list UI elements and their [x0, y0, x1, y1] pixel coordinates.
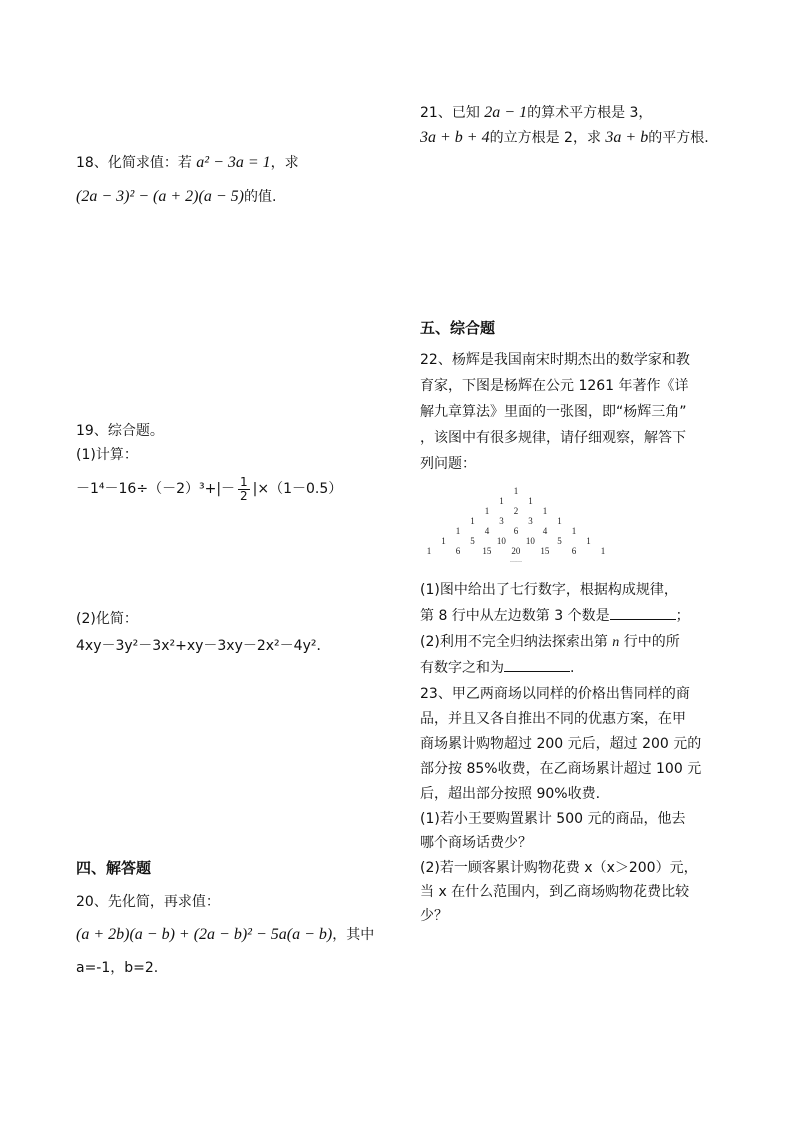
triangle-number: 3: [528, 516, 533, 526]
yang-hui-triangle-figure: [426, 486, 612, 566]
q18-line2: (2a − 3)² − (a + 2)(a − 5)的值.: [76, 188, 277, 205]
q22-part2-line2: 有数字之和为 .: [420, 655, 574, 681]
triangle-number: 3: [499, 516, 504, 526]
q23-line-2: 商场累计购物超过 200 元后，超过 200 元的: [420, 736, 702, 752]
q19-part1-label: (1)计算：: [76, 447, 138, 463]
q19-part1-expression: －1⁴－16÷（－2）³+|－ $\frac{1}{2}$ |×（1－0.5）: [76, 474, 343, 503]
triangle-number: 15: [482, 546, 492, 556]
q23-line-3: 部分按 85%收费，在乙商场累计超过 100 元: [420, 761, 702, 777]
q23-line-0: 23、甲乙两商场以同样的价格出售同样的商: [420, 686, 690, 702]
q23-line-7: (2)若一顾客累计购物花费 x（x＞200）元，: [420, 860, 698, 876]
triangle-number: 1: [426, 546, 432, 556]
q19-part2-label: (2)化简：: [76, 611, 138, 627]
q22-part2-line1: (2)利用不完全归纳法探索出第 n 行中的所: [420, 634, 680, 650]
q22-part1-line1: (1)图中给出了七行数字，根据构成规律，: [420, 582, 678, 598]
triangle-number: 20: [511, 546, 521, 556]
triangle-number: 1: [528, 496, 533, 506]
triangle-number: 6: [455, 546, 461, 556]
variable-n: n: [612, 635, 620, 650]
triangle-number: 1: [571, 526, 577, 536]
triangle-number: 1: [484, 506, 490, 516]
triangle-number: 4: [542, 526, 548, 536]
q22-line-4: 列问题：: [420, 456, 476, 472]
triangle-number: 6: [571, 546, 577, 556]
q22-line-3: ，该图中有很多规律，请仔细观察，解答下: [420, 430, 686, 446]
triangle-number: 5: [470, 536, 475, 546]
triangle-number: 1: [470, 516, 475, 526]
q23-line-4: 后，超出部分按照 90%收费.: [420, 786, 601, 802]
q22-line-2: 解九章算法》里面的一张图，即“杨辉三角”: [420, 404, 687, 420]
triangle-number: 10: [525, 536, 535, 546]
q23-line-8: 当 x 在什么范围内，到乙商场购物花费比较: [420, 884, 690, 900]
q23-line-6: 哪个商场话费少？: [420, 835, 532, 851]
triangle-number: 2: [513, 506, 519, 516]
q23-line-9: 少？: [420, 908, 448, 924]
q22-line-1: 育家，下图是杨辉在公元 1261 年著作《详: [420, 378, 689, 394]
triangle-ellipsis: ……: [510, 558, 522, 564]
q21-expr2-math: 3a + b + 4: [420, 129, 490, 146]
q18-condition-math: a² − 3a = 1: [196, 154, 271, 171]
q20-expression-math: (a + 2b)(a − b) + (2a − b)² − 5a(a − b): [76, 926, 333, 943]
q21-expr3-math: 3a + b: [605, 129, 649, 146]
q21-line2: 3a + b + 4的立方根是 2，求 3a + b的平方根.: [420, 129, 709, 146]
q23-line-5: (1)若小王要购置累计 500 元的商品，他去: [420, 811, 686, 827]
triangle-number: 10: [496, 536, 506, 546]
q21-expr1-math: 2a − 1: [484, 104, 528, 121]
q20-line1: 20、先化简，再求值：: [76, 894, 220, 910]
triangle-number: 1: [513, 486, 519, 496]
answer-blank[interactable]: [504, 657, 570, 672]
answer-blank[interactable]: [610, 605, 676, 620]
triangle-number: 1: [499, 496, 504, 506]
q20-line3: a=-1，b=2.: [76, 960, 159, 976]
triangle-number: 1: [441, 536, 446, 546]
triangle-number: 4: [484, 526, 490, 536]
triangle-number: 1: [455, 526, 461, 536]
section-5-heading: 五、综合题: [420, 319, 496, 337]
q22-part1-line2: 第 8 行中从左边数第 3 个数是 ；: [420, 603, 690, 629]
q19-title: 19、综合题。: [76, 423, 164, 439]
triangle-number: 1: [542, 506, 548, 516]
q22-line-0: 22、杨辉是我国南宋时期杰出的数学家和教: [420, 352, 690, 368]
q18-expression-math: (2a − 3)² − (a + 2)(a − 5): [76, 188, 244, 205]
section-4-heading: 四、解答题: [76, 859, 152, 877]
q18-line1: 18、化简求值：若 a² − 3a = 1，求: [76, 154, 299, 171]
q19-part2-expression: 4xy－3y²－3x²+xy－3xy－2x²－4y²．: [76, 638, 331, 654]
triangle-number: 1: [557, 516, 562, 526]
triangle-number: 5: [557, 536, 562, 546]
one-half-fraction: $\frac{1}{2}$: [240, 474, 248, 503]
q20-line2: (a + 2b)(a − b) + (2a − b)² − 5a(a − b)，其中: [76, 926, 375, 943]
triangle-number: 1: [600, 546, 606, 556]
q21-line1: 21、已知 2a − 1的算术平方根是 3，: [420, 104, 653, 121]
triangle-number: 6: [513, 526, 519, 536]
triangle-number: 15: [540, 546, 550, 556]
triangle-number: 1: [586, 536, 591, 546]
q23-line-1: 品，并且又各自推出不同的优惠方案，在甲: [420, 711, 686, 727]
